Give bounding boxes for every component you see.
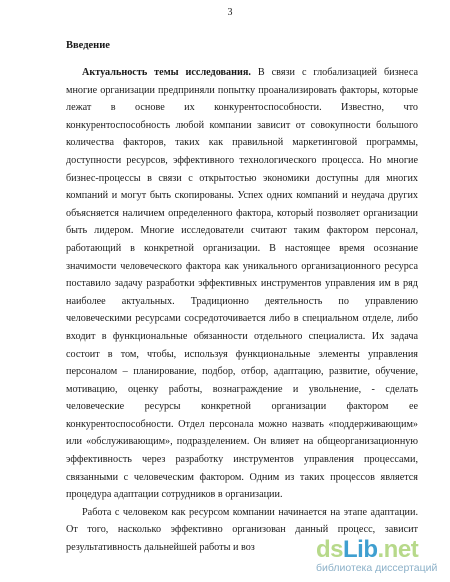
text-line: многие организации предприняли попытку проанализировать факторы, которые — [66, 84, 418, 96]
text-line: поставило задачу разработки эффективных инструментов управления им в ряд — [66, 278, 418, 290]
text-line: компаний и могут быть скопированы. Успех одних компаний и неудача других — [66, 190, 418, 202]
text-line: эффективность через разработку инструментов управления процессами, — [66, 454, 418, 466]
text-line: количества факторов, таких как правильной маркетинговой программы, — [66, 137, 418, 149]
body-text — [66, 64, 418, 557]
text-line: доступности ресурсов, эффективного технологического процесса. Но многие — [66, 154, 418, 166]
text-line: конкурентоспособности. Отдел персонала можно назвать «поддерживающим» — [66, 418, 418, 430]
text-line: бизнес-процессы в связи с открытостью экономики доступны для многих — [66, 172, 418, 184]
lead-bold-phrase: Актуальность темы исследования. — [82, 67, 251, 78]
text-line: входит в функциональные обязанности отдельного специалиста. Их задача — [66, 330, 418, 342]
text-line: работающий в конкретной организации. В настоящее время осознание — [66, 242, 418, 254]
text-line: Актуальность темы исследования. В связи с глобализацией бизнеса — [82, 67, 418, 78]
text-line: результативность дальнейшей работы и воз — [66, 542, 255, 554]
text-line: человеческими ресурсами сосредоточивается либо в специальном отделе, либо — [66, 313, 418, 325]
text-line: мотивацию, оценку работы, вознаграждение и увольнение, - сделать — [66, 383, 418, 395]
text-line: быть лидером. Многие исследователи считают таким фактором персонал, — [66, 225, 418, 237]
text-line: персоналом – планирование, подбор, отбор, адаптацию, развитие, обучение, — [66, 366, 418, 378]
text-line: состоит в том, чтобы, используя функциональные элементы управления — [66, 348, 418, 360]
dslib-watermark — [316, 534, 446, 578]
text-line: или «обслуживающим», подразделением. Он влияет на общеорганизационную — [66, 436, 418, 448]
watermark-caption: библиотека диссертаций — [316, 562, 438, 574]
text-line: процедура адаптации сотрудников в организации. — [66, 489, 283, 501]
text-line: человеческие ресурсы конкретной организации фактором ее — [66, 401, 418, 413]
text-line: связанными с человеческим фактором. Одним из таких процессов является — [66, 471, 418, 483]
text-line: От того, насколько эффективно организован данный процесс, зависит — [66, 524, 418, 536]
text-line: лежат в основе их конкурентоспособности. Известно, что — [66, 102, 418, 114]
dslib-logo: dsLib.net — [316, 536, 419, 563]
text-line: Работа с человеком как ресурсом компании начинается на этапе адаптации. — [82, 506, 418, 518]
text-line: объясняется наличием определенного фактора, который позволяет организации — [66, 207, 418, 219]
text-line: значимости человеческого фактора как уникального организационного ресурса — [66, 260, 418, 272]
section-heading: Введение — [66, 40, 110, 51]
text-line: конкурентоспособность любой компании зависит от совокупности большого — [66, 119, 418, 131]
page-number: 3 — [227, 7, 233, 18]
text-line: наиболее актуальных. Традиционно деятельность по управлению — [66, 295, 418, 307]
